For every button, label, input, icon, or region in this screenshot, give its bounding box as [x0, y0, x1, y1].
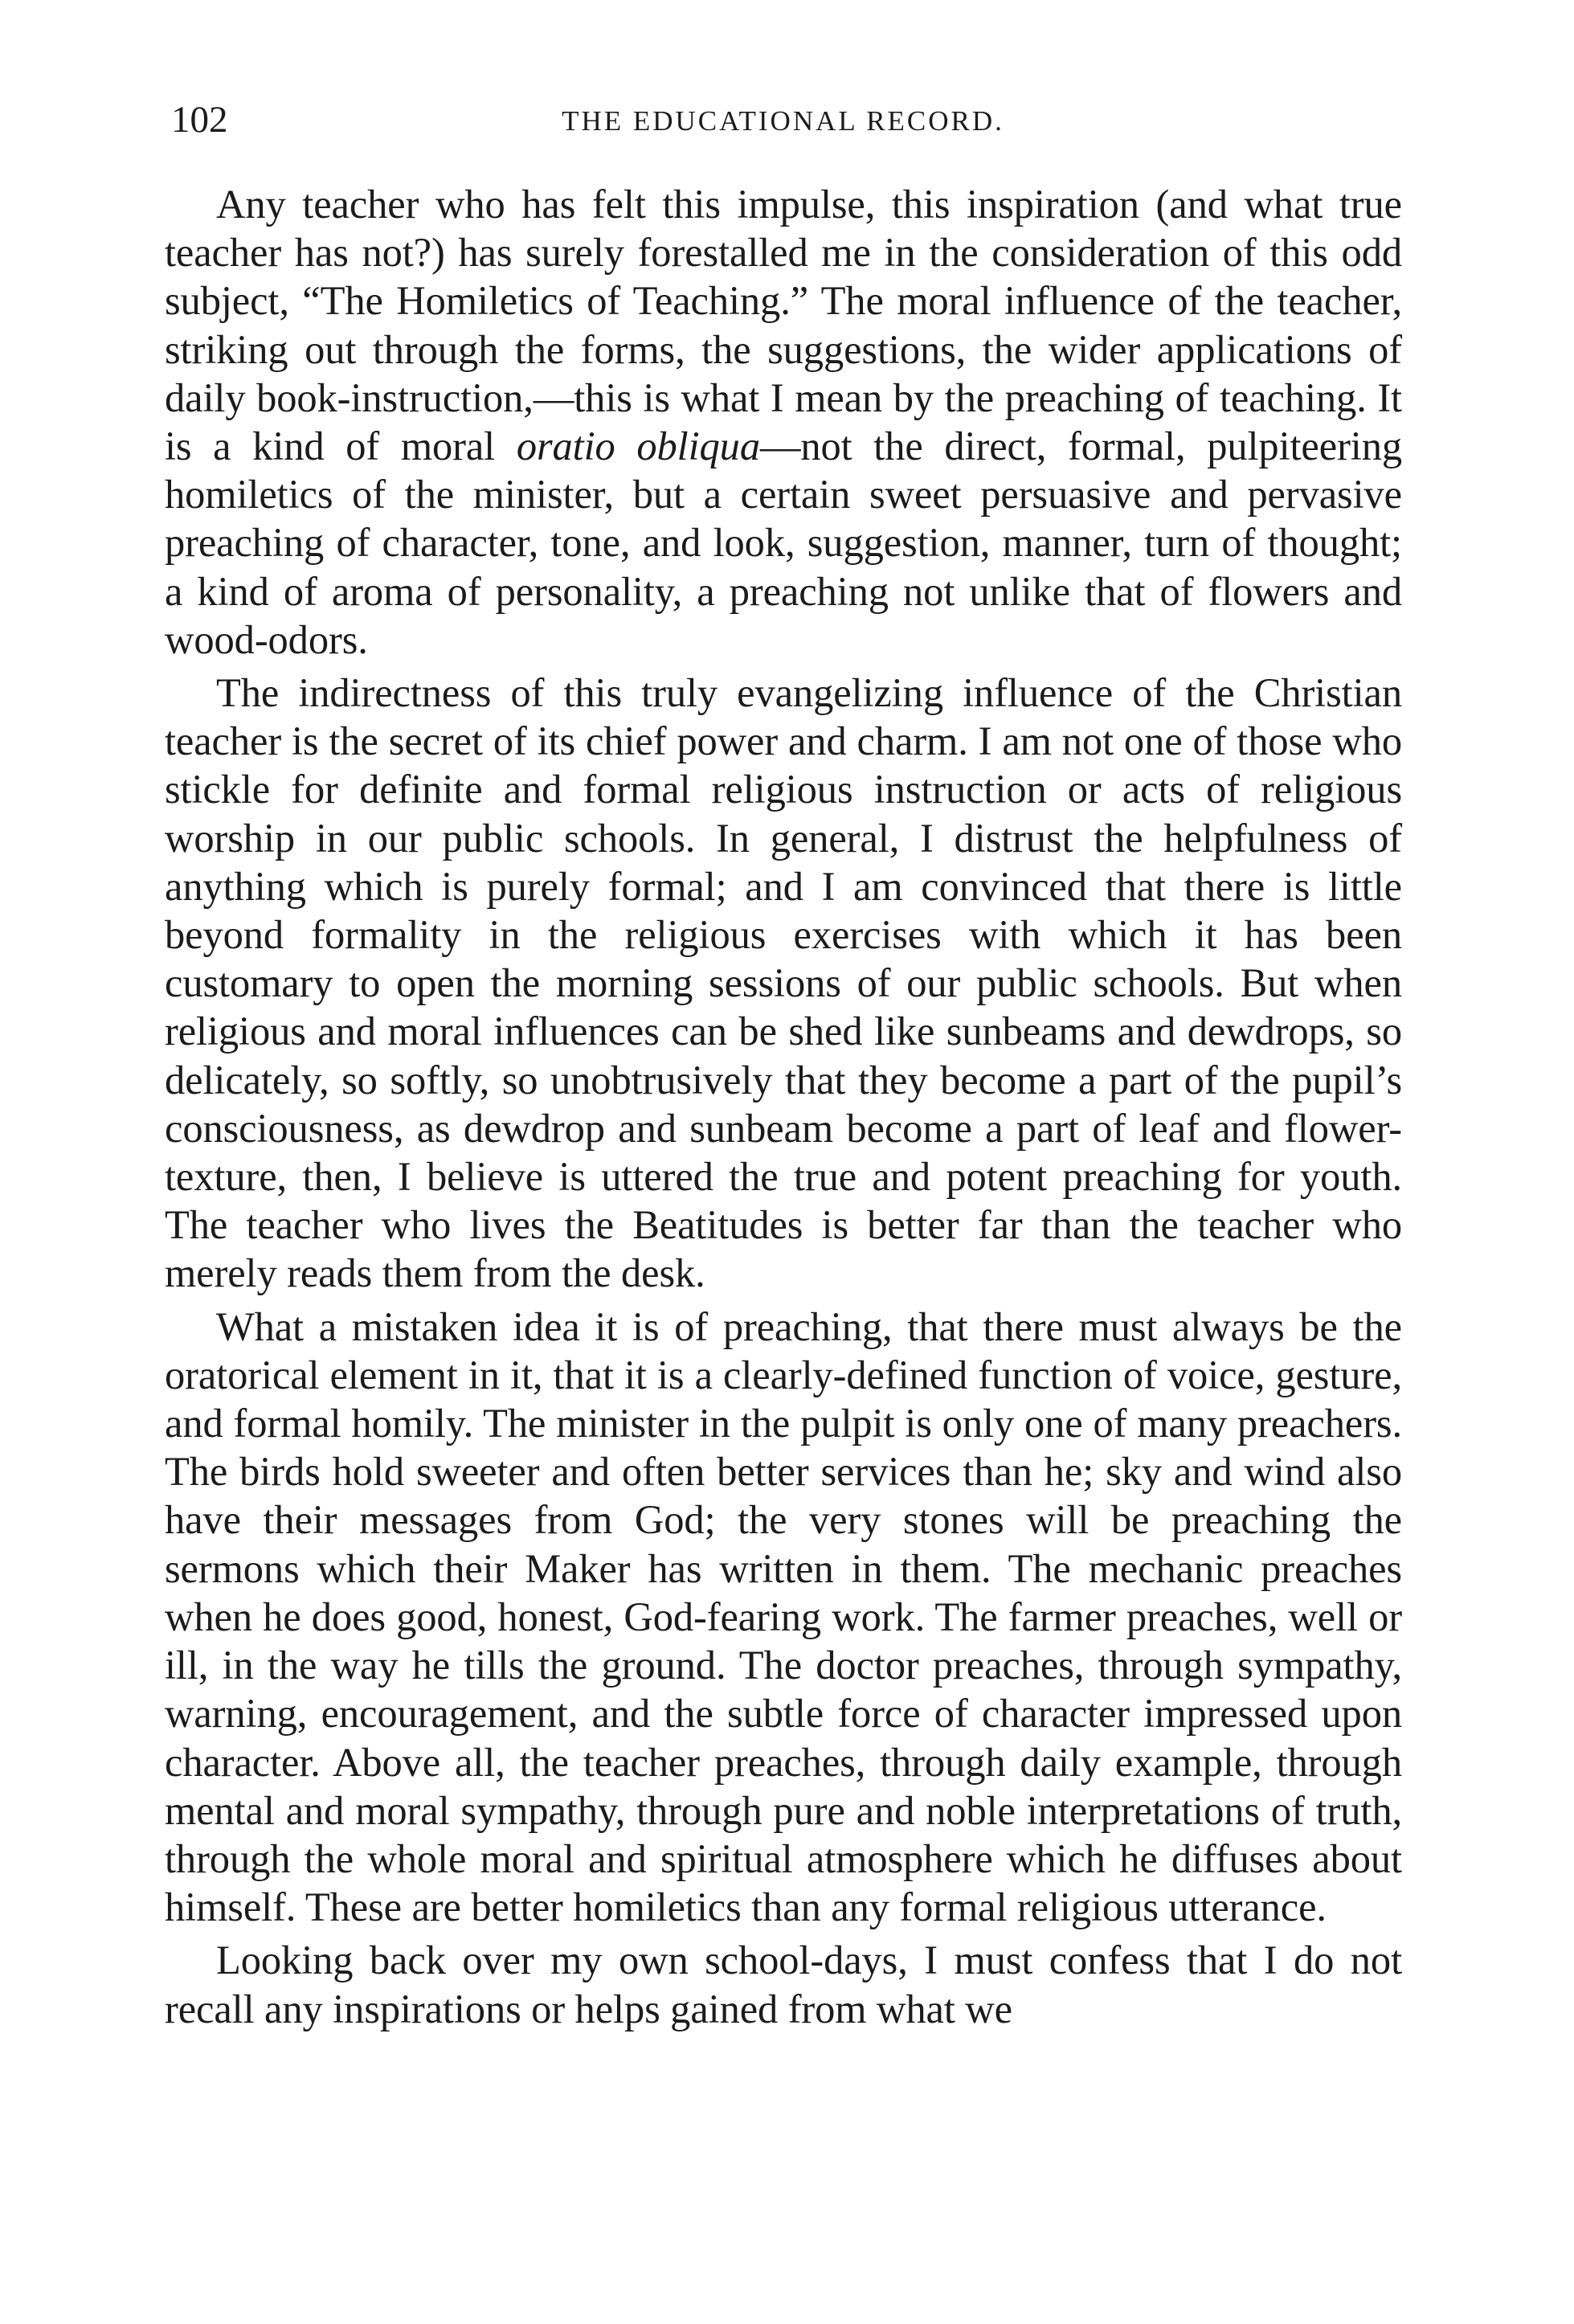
- paragraph-3: What a mistaken idea it is of preaching, that there must always be the oratorical element in it, that it is a clearly-defined function of voice, gesture, and formal homily. The minister in the pulpit is only one of many preachers. The birds hold sweeter and often better services than he; sky and wind also have their messages from God; the very stones will be preaching the sermons which their Maker has written in them. The mechanic preaches when he does good, honest, God-fearing work. The farmer preaches, well or ill, in the way he tills the ground. The doctor preaches, through sympathy, warning, encouragement, and the subtle force of character impressed upon character. Above all, the teacher preaches, through daily example, through mental and moral sympathy, through pure and noble interpretations of truth, through the whole moral and spiritual atmosphere which he diffuses about himself. These are better homiletics than any formal religious utterance.: [165, 1303, 1402, 1930]
- paragraph-1: [165, 180, 1402, 664]
- paragraph-1-text-start: Any teacher who has felt this impulse, this inspiration (and what true teacher has not?) has surely forestalled me in the consideration of this odd subject, “The Homiletics of Teaching.” The moral influence of the teacher, striking out through the forms, the suggestions, the wider applications of daily book-instruction,—this is what I mean by the preaching of teaching. It is a kind of moral: [165, 182, 1402, 469]
- italic-phrase: oratio obliqua: [516, 423, 760, 469]
- paragraph-4: Looking back over my own school-days, I must confess that I do not recall any inspirations or helps gained from what we: [165, 1937, 1402, 2031]
- paragraph-1-text-end: —not the direct, formal, pulpiteering homiletics of the minister, but a certain sweet persuasive and pervasive preaching of character, tone, and look, suggestion, manner, turn of thought; a kind of aroma of personality, a preaching not unlike that of flowers and wood-odors.: [165, 423, 1403, 662]
- page-number: 102: [171, 99, 228, 141]
- body-text: [165, 180, 1402, 2038]
- page-header: [165, 95, 1401, 151]
- paragraph-2: The indirectness of this truly evangelizing influence of the Christian teacher is the secret of its chief power and charm. I am not one of those who stickle for definite and formal religious instruction or acts of religious worship in our public schools. In general, I distrust the helpfulness of anything which is purely formal; and I am convinced that there is little beyond formality in the religious exercises with which it has been customary to open the morning sessions of our public schools. But when religious and moral influences can be shed like sunbeams and dewdrops, so delicately, so softly, so unobtrusively that they become a part of the pupil’s consciousness, as dewdrop and sunbeam become a part of leaf and flower-texture, then, I believe is uttered the true and potent preaching for youth. The teacher who lives the Beatitudes is better far than the teacher who merely reads them from the desk.: [165, 670, 1402, 1296]
- running-head: THE EDUCATIONAL RECORD.: [562, 105, 1004, 137]
